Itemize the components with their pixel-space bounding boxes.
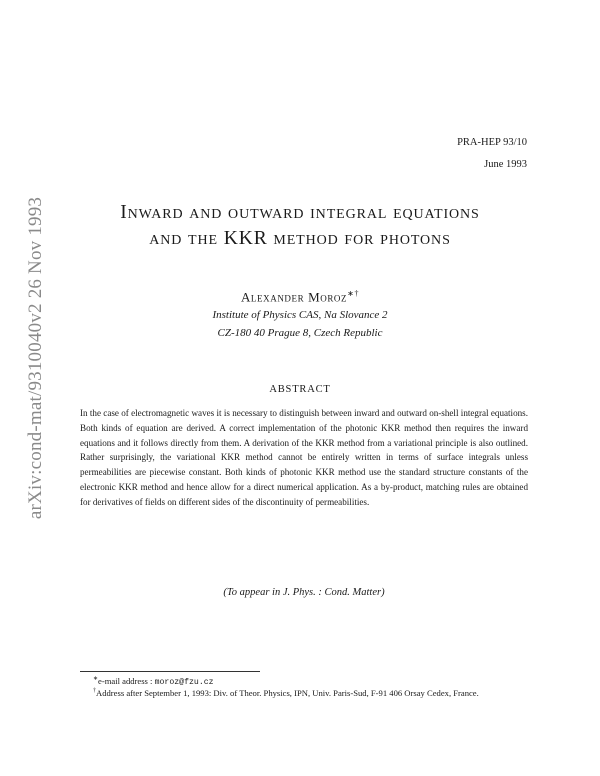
arxiv-identifier: arXiv:cond-mat/9310040v2 26 Nov 1993	[25, 196, 46, 520]
footnote-rule	[80, 671, 260, 672]
address-text: Address after September 1, 1993: Div. of Theor. Physics, IPN, Univ. Paris-Sud, F-91 406 Orsay Cedex, France.	[96, 687, 479, 698]
author-name: Alexander Moroz	[240, 289, 348, 305]
abstract-heading: ABSTRACT	[269, 384, 331, 395]
affiliation-line-2: CZ-180 40 Prague 8, Czech Republic	[217, 327, 383, 339]
report-number: PRA-HEP 93/10	[457, 137, 527, 148]
footnote-address	[80, 685, 530, 700]
email-label: e-mail address :	[98, 675, 155, 686]
affiliation-line-1: Institute of Physics CAS, Na Slovance 2	[212, 309, 388, 321]
title-line-1: Inward and outward integral equations	[120, 202, 480, 223]
author-footnote-marks: ∗†	[347, 289, 360, 298]
report-date: June 1993	[484, 159, 527, 170]
author	[0, 289, 600, 305]
email-footnote-mark: ∗	[93, 676, 99, 682]
title-line-2: and the KKR method for photons	[149, 228, 451, 249]
address-footnote-mark: †	[93, 688, 96, 694]
abstract-body: In the case of electromagnetic waves it is necessary to distinguish between inward and outward on-shell integral equations. Both kinds of equation are derived. A correct implementation of the photonic KKR method then requires the inward equations and it follows directly from them. A derivation of the KKR method from a variational principle is also outlined. Rather surprisingly, the variational KKR method cannot be entirely written in terms of surface integrals unless permeabilities are piecewise constant. Both kinds of photonic KKR method use the standard structure constants of the electronic KKR method and hence allow for a direct numerical application. As a by-product, matching rules are obtained for derivatives of fields on different sides of the discontinuity of permeabilities.	[80, 408, 528, 507]
publication-note: (To appear in J. Phys. : Cond. Matter)	[223, 587, 385, 598]
paper-title	[0, 200, 600, 252]
email-address[interactable]: moroz@fzu.cz	[154, 677, 214, 687]
